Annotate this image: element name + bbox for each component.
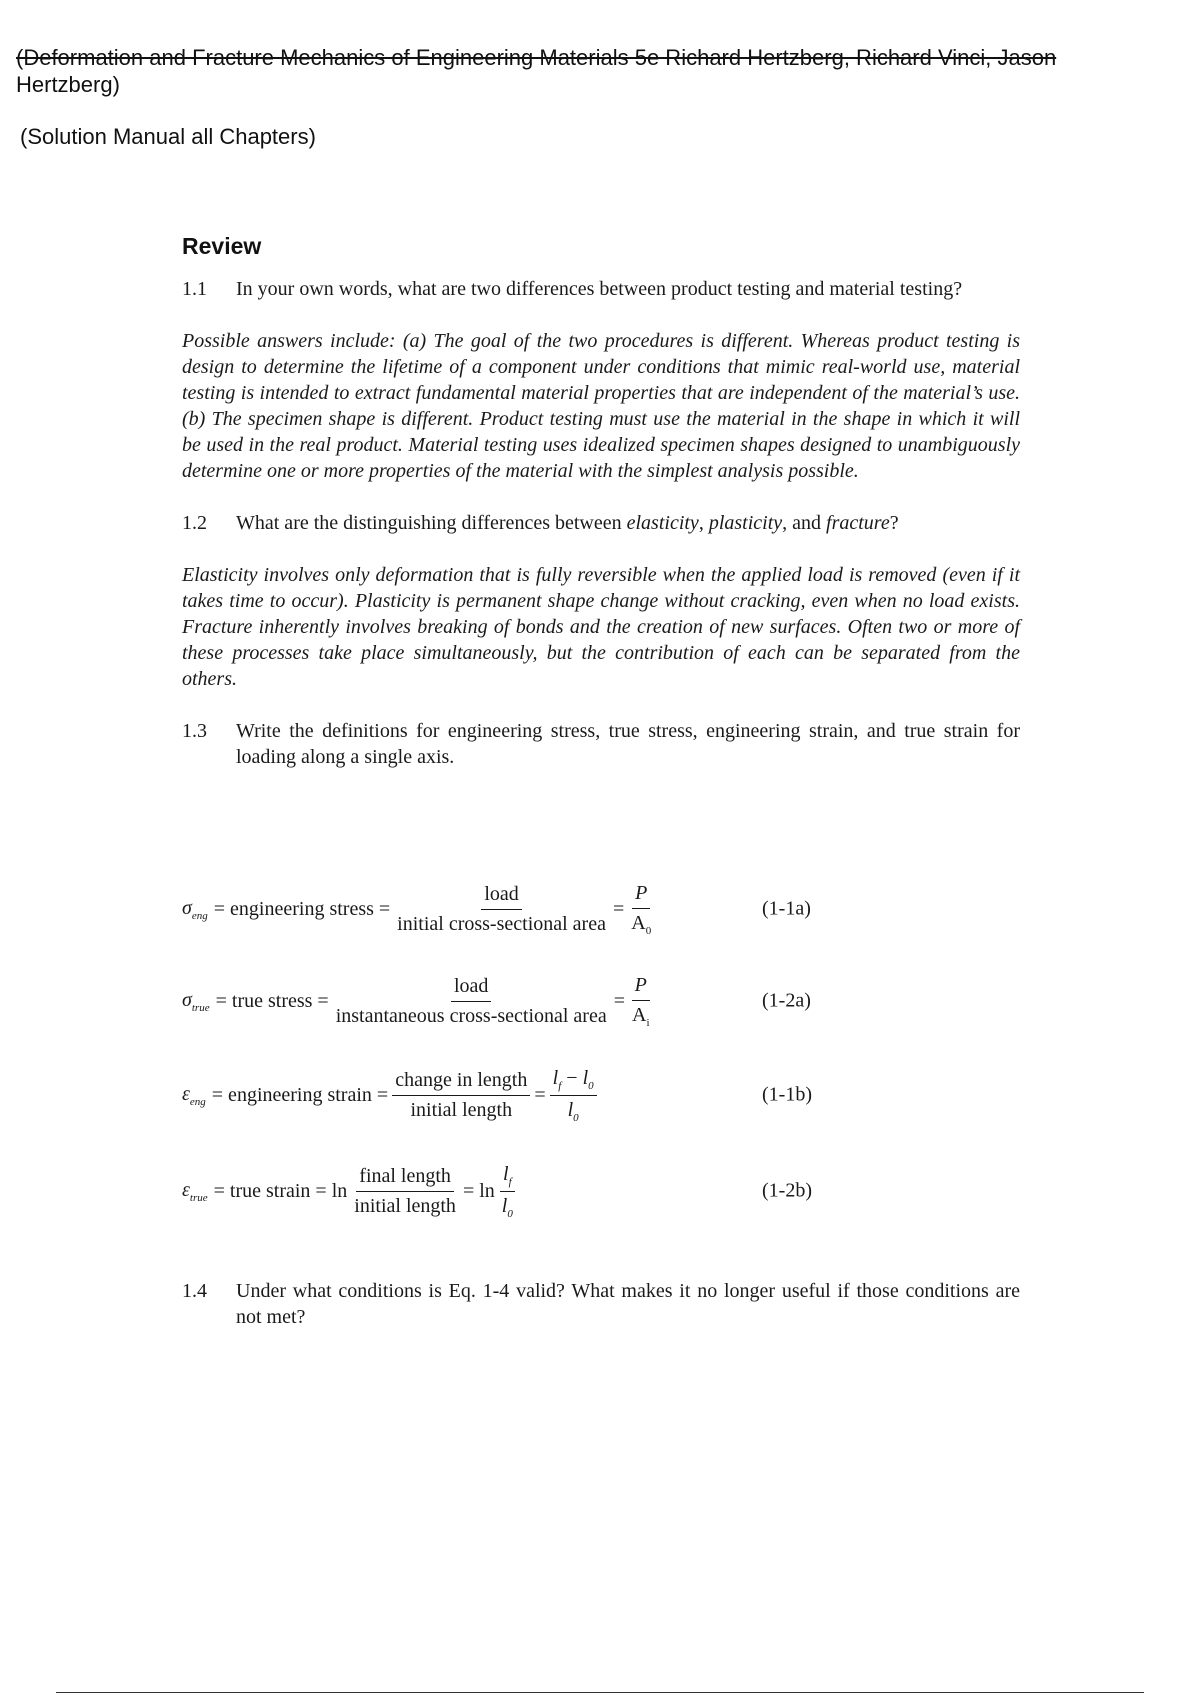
numerator: load [451, 975, 491, 1002]
fraction [629, 974, 653, 1029]
question-1-4-block [182, 1278, 1020, 1356]
equals-sign: = [534, 1083, 546, 1106]
denominator: initial length [354, 1194, 456, 1217]
document-title [16, 44, 1186, 98]
question-text: In your own words, what are two differences between product testing and material testing? [236, 278, 963, 300]
term-elasticity: elasticity [626, 512, 699, 534]
numerator: $l_f - l_0$ [550, 1067, 597, 1096]
separator: , [698, 512, 709, 534]
question-number: 1.2 [182, 512, 207, 534]
section-heading: Review [182, 233, 262, 259]
separator: , and [782, 512, 827, 534]
equation-symbol: $\sigma_{true}$ [182, 988, 210, 1014]
numerator: load [481, 883, 521, 910]
answer-1-2: Elasticity involves only deformation that is fully reversible when the applied load is removed (even if it takes time to occur). Plasticity is permanent shape change without cracking, even when no load exists. Fracture inherently involves breaking of bonds and the creation of new surfaces. Often two or more of these processes take place simultaneously, but the contribution of each can be separated from the others. [182, 564, 1020, 690]
term-plasticity: plasticity [708, 512, 783, 534]
denominator: $A_i$ [632, 1003, 650, 1029]
equation-label: (1-2b) [762, 1179, 812, 1202]
footer-divider [56, 1692, 1144, 1693]
fraction [392, 1069, 530, 1122]
equals-sign: = [613, 989, 626, 1012]
denominator: initial cross-sectional area [397, 912, 606, 935]
equation-symbol: $\sigma_{eng}$ [182, 896, 208, 922]
question-1-4 [182, 1278, 1020, 1330]
document-title-struck: (Deformation and Fracture Mechanics of Engineering Materials 5e Richard Hertzberg, Richard Vinci, Jason [16, 45, 1057, 70]
question-mark: ? [889, 512, 899, 534]
question-1-2 [182, 510, 1020, 536]
equation-name: = engineering strain = [211, 1083, 389, 1106]
question-text: Under what conditions is Eq. 1-4 valid? What makes it no longer useful if those conditions are not met? [236, 1280, 1020, 1328]
equation-label: (1-1b) [762, 1083, 812, 1106]
question-1-3 [182, 718, 1020, 770]
question-number: 1.3 [182, 720, 207, 742]
numerator: P [632, 882, 650, 909]
question-text: Write the definitions for engineering stress, true stress, engineering strain, and true strain for loading along a single axis. [236, 720, 1020, 768]
term-fracture: fracture [826, 512, 890, 534]
equation-label: (1-2a) [762, 989, 811, 1012]
equals-sign: = ln [462, 1179, 495, 1202]
question-number: 1.1 [182, 278, 207, 300]
numerator: final length [356, 1165, 454, 1192]
denominator: $l_0$ [501, 1194, 513, 1220]
main-content [182, 276, 1020, 796]
denominator: initial length [410, 1098, 513, 1121]
equation-symbol: $\varepsilon_{true}$ [182, 1178, 208, 1204]
equation-label: (1-1a) [762, 897, 811, 920]
numerator: P [632, 974, 650, 1001]
equation-name: = engineering stress = [213, 897, 391, 920]
equation-name: = true strain = ln [213, 1179, 348, 1202]
denominator: $A_0$ [631, 911, 652, 937]
equation-engineering-stress [182, 874, 882, 944]
fraction [351, 1165, 459, 1218]
numerator: change in length [392, 1069, 530, 1096]
equation-name: = true stress = [215, 989, 329, 1012]
equation-true-strain [182, 1156, 882, 1226]
denominator: instantaneous cross-sectional area [335, 1004, 607, 1027]
document-title-rest: Hertzberg) [16, 72, 120, 97]
numerator: $l_f$ [500, 1163, 515, 1192]
denominator: $l_0$ [567, 1098, 579, 1124]
fraction [628, 882, 654, 937]
question-number: 1.4 [182, 1280, 207, 1302]
answer-1-1: Possible answers include: (a) The goal of the two procedures is different. Whereas product testing is design to determine the lifetime of a component under conditions that mimic real-world use, material testing is intended to extract fundamental material properties that are independent of the material’s use. (b) The specimen shape is different. Product testing must use the material in the shape in which it will be used in the real product. Material testing uses idealized specimen shapes designed to unambiguously determine one or more properties of the material with the simplest analysis possible. [182, 330, 1020, 482]
equals-sign: = [612, 897, 625, 920]
fraction [499, 1163, 516, 1220]
question-1-1 [182, 276, 1020, 302]
fraction [333, 975, 610, 1028]
fraction [394, 883, 609, 936]
equation-true-stress [182, 966, 882, 1036]
fraction [550, 1067, 597, 1124]
equation-symbol: $\varepsilon_{eng}$ [182, 1082, 206, 1108]
question-text-part: What are the distinguishing differences between [236, 512, 627, 534]
question-text [236, 510, 1020, 536]
equation-engineering-strain [182, 1060, 882, 1130]
document-subtitle: (Solution Manual all Chapters) [20, 124, 316, 149]
